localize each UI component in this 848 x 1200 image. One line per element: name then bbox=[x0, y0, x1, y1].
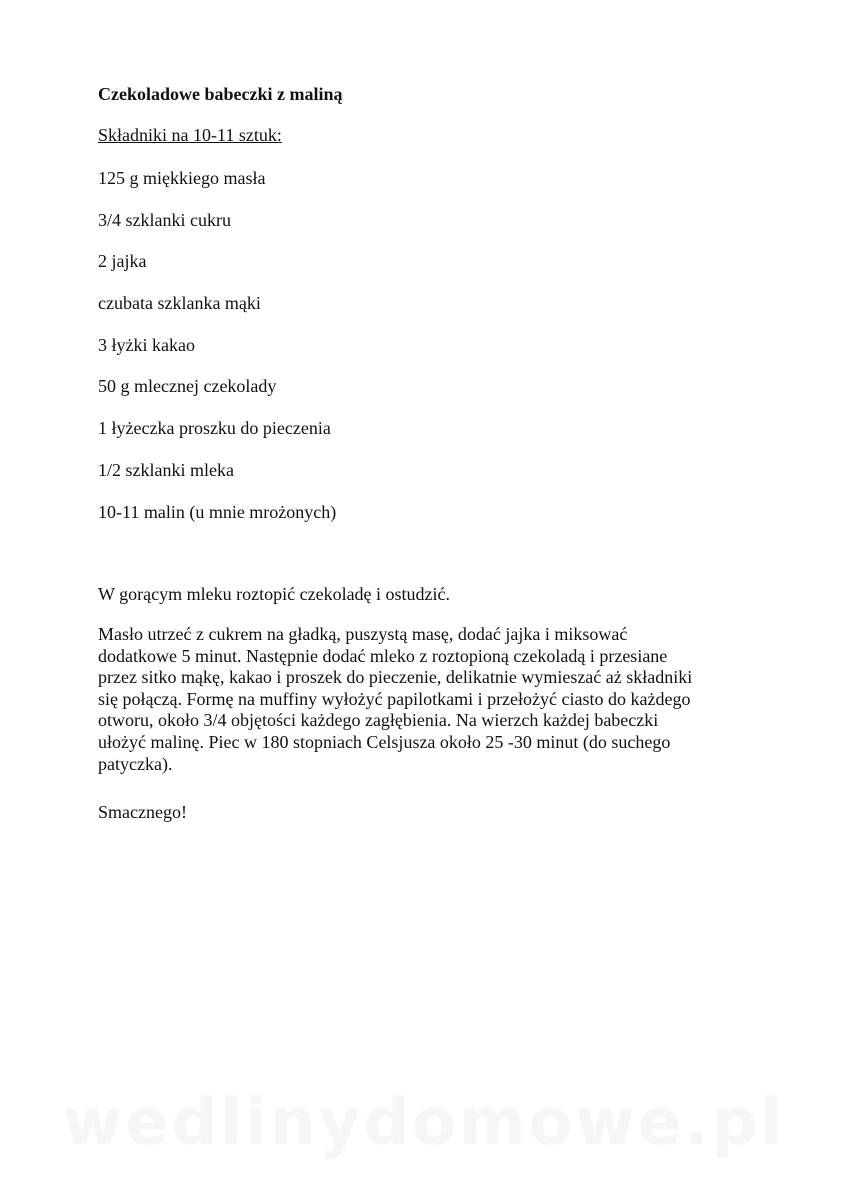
ingredient-item: 3/4 szklanki cukru bbox=[98, 209, 231, 230]
ingredient-item: 10-11 malin (u mnie mrożonych) bbox=[98, 501, 337, 522]
instruction-step-2 bbox=[98, 624, 758, 775]
ingredients-header: Składniki na 10-11 sztuk: bbox=[98, 125, 282, 145]
instruction-line: otworu, około 3/4 objętości każdego zagłębienia. Na wierzch każdej babeczki bbox=[98, 710, 659, 731]
ingredient-item: 1 łyżeczka proszku do pieczenia bbox=[98, 418, 331, 439]
instruction-line: przez sitko mąkę, kakao i proszek do pieczenie, delikatnie wymieszać aż składniki bbox=[98, 667, 693, 688]
ingredient-item: czubata szklanka mąki bbox=[98, 293, 261, 314]
instruction-line: się połączą. Formę na muffiny wyłożyć papilotkami i przełożyć ciasto do każdego bbox=[98, 688, 691, 709]
instruction-line: Masło utrzeć z cukrem na gładką, puszystą masę, dodać jajka i miksować bbox=[98, 624, 628, 644]
ingredients-list bbox=[98, 166, 336, 541]
instruction-line: ułożyć malinę. Piec w 180 stopniach Celsjusza około 25 -30 minut (do suchego bbox=[98, 731, 671, 752]
ingredient-item: 125 g miękkiego masła bbox=[98, 168, 266, 188]
instruction-step-1: W gorącym mleku roztopić czekoladę i ostudzić. bbox=[98, 584, 451, 604]
instruction-line: dodatkowe 5 minut. Następnie dodać mleko z roztopioną czekoladą i przesiane bbox=[98, 645, 668, 666]
closing-text: Smacznego! bbox=[98, 802, 187, 822]
ingredient-item: 50 g mlecznej czekolady bbox=[98, 376, 277, 397]
ingredient-item: 2 jajka bbox=[98, 251, 147, 272]
recipe-title: Czekoladowe babeczki z maliną bbox=[98, 84, 343, 104]
ingredient-item: 1/2 szklanki mleka bbox=[98, 459, 234, 480]
watermark: wedlinydomowe.pl bbox=[62, 1086, 786, 1160]
ingredient-item: 3 łyżki kakao bbox=[98, 334, 195, 355]
instruction-line: patyczka). bbox=[98, 753, 173, 774]
